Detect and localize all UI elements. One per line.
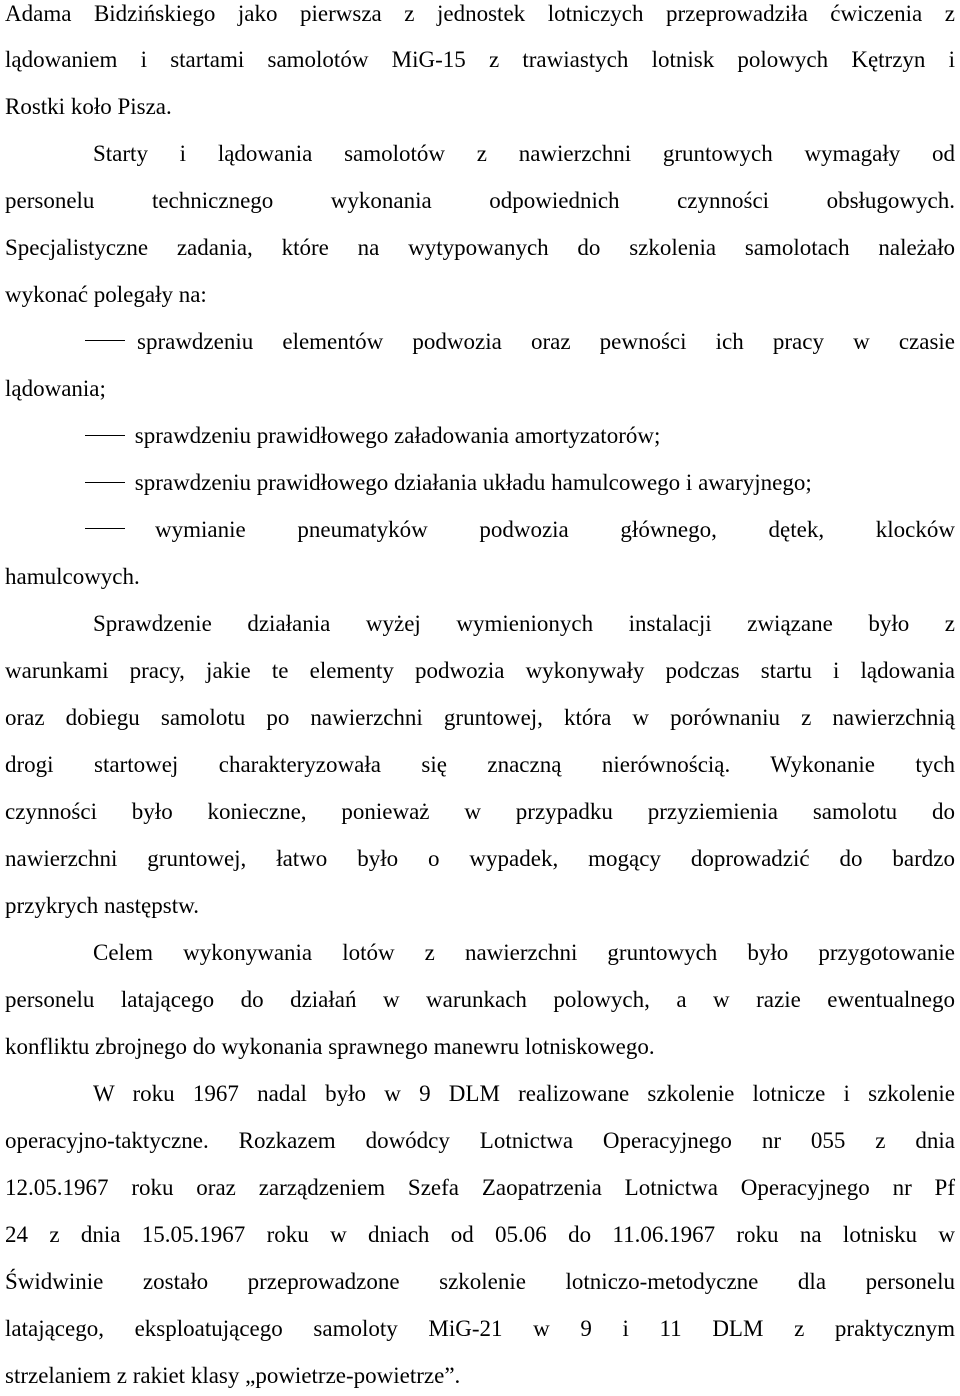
- list-item-text: sprawdzeniu prawidłowego działania układu hamulcowego i awaryjnego;: [134, 470, 812, 495]
- text-line: Rostki koło Pisza.: [5, 94, 172, 119]
- text-line: czynności było konieczne, ponieważ w przypadku przyziemienia samolotu do: [5, 799, 955, 824]
- text-line: warunkami pracy, jakie te elementy podwozia wykonywały podczas startu i lądowania: [5, 658, 955, 683]
- paragraph-first-line: Celem wykonywania lotów z nawierzchni gruntowych było przygotowanie: [93, 940, 955, 965]
- text-line: wykonać polegały na:: [5, 282, 207, 307]
- list-item: [85, 327, 955, 357]
- list-item-text: sprawdzeniu prawidłowego załadowania amortyzatorów;: [134, 423, 661, 448]
- list-item: [85, 468, 955, 498]
- text-line: hamulcowych.: [5, 564, 140, 589]
- paragraph-first-line: Sprawdzenie działania wyżej wymienionych instalacji związane było z: [93, 611, 955, 636]
- text-line: 24 z dnia 15.05.1967 roku w dniach od 05.06 do 11.06.1967 roku na lotnisku w: [5, 1222, 955, 1247]
- paragraph-first-line: Starty i lądowania samolotów z nawierzchni gruntowych wymagały od: [93, 141, 955, 166]
- text-line: konfliktu zbrojnego do wykonania sprawnego manewru lotniskowego.: [5, 1034, 655, 1059]
- text-line: nawierzchni gruntowej, łatwo było o wypadek, mogący doprowadzić do bardzo: [5, 846, 955, 871]
- text-line: lądowania;: [5, 376, 106, 401]
- dash-bullet-icon: [85, 340, 125, 341]
- list-item-text: sprawdzeniu elementów podwozia oraz pewności ich pracy w czasie: [137, 329, 955, 354]
- text-line: personelu latającego do działań w warunkach polowych, a w razie ewentualnego: [5, 987, 955, 1012]
- paragraph-first-line: W roku 1967 nadal było w 9 DLM realizowane szkolenie lotnicze i szkolenie: [93, 1081, 955, 1106]
- dash-bullet-icon: [85, 528, 125, 529]
- text-line: Adama Bidzińskiego jako pierwsza z jednostek lotniczych przeprowadziła ćwiczenia z: [5, 1, 955, 26]
- text-line: Świdwinie zostało przeprowadzone szkolenie lotniczo-metodyczne dla personelu: [5, 1269, 955, 1294]
- text-line: personelu technicznego wykonania odpowiednich czynności obsługowych.: [5, 188, 955, 213]
- text-line: 12.05.1967 roku oraz zarządzeniem Szefa Zaopatrzenia Lotnictwa Operacyjnego nr Pf: [5, 1175, 955, 1200]
- text-line: strzelaniem z rakiet klasy „powietrze-powietrze”.: [5, 1363, 461, 1388]
- text-line: przykrych następstw.: [5, 893, 199, 918]
- list-item: [85, 515, 955, 545]
- dash-bullet-icon: [85, 435, 125, 436]
- list-item-text: wymianie pneumatyków podwozia głównego, dętek, klocków: [155, 517, 955, 542]
- text-line: drogi startowej charakteryzowała się znaczną nierównością. Wykonanie tych: [5, 752, 955, 777]
- text-line: lądowaniem i startami samolotów MiG-15 z trawiastych lotnisk polowych Kętrzyn i: [5, 47, 955, 72]
- text-line: Specjalistyczne zadania, które na wytypowanych do szkolenia samolotach należało: [5, 235, 955, 260]
- dash-bullet-icon: [85, 482, 125, 483]
- text-line: oraz dobiegu samolotu po nawierzchni gruntowej, która w porównaniu z nawierzchnią: [5, 705, 955, 730]
- text-line: operacyjno-taktyczne. Rozkazem dowódcy Lotnictwa Operacyjnego nr 055 z dnia: [5, 1128, 955, 1153]
- text-line: latającego, eksploatującego samoloty MiG-21 w 9 i 11 DLM z praktycznym: [5, 1316, 955, 1341]
- list-item: [85, 421, 955, 451]
